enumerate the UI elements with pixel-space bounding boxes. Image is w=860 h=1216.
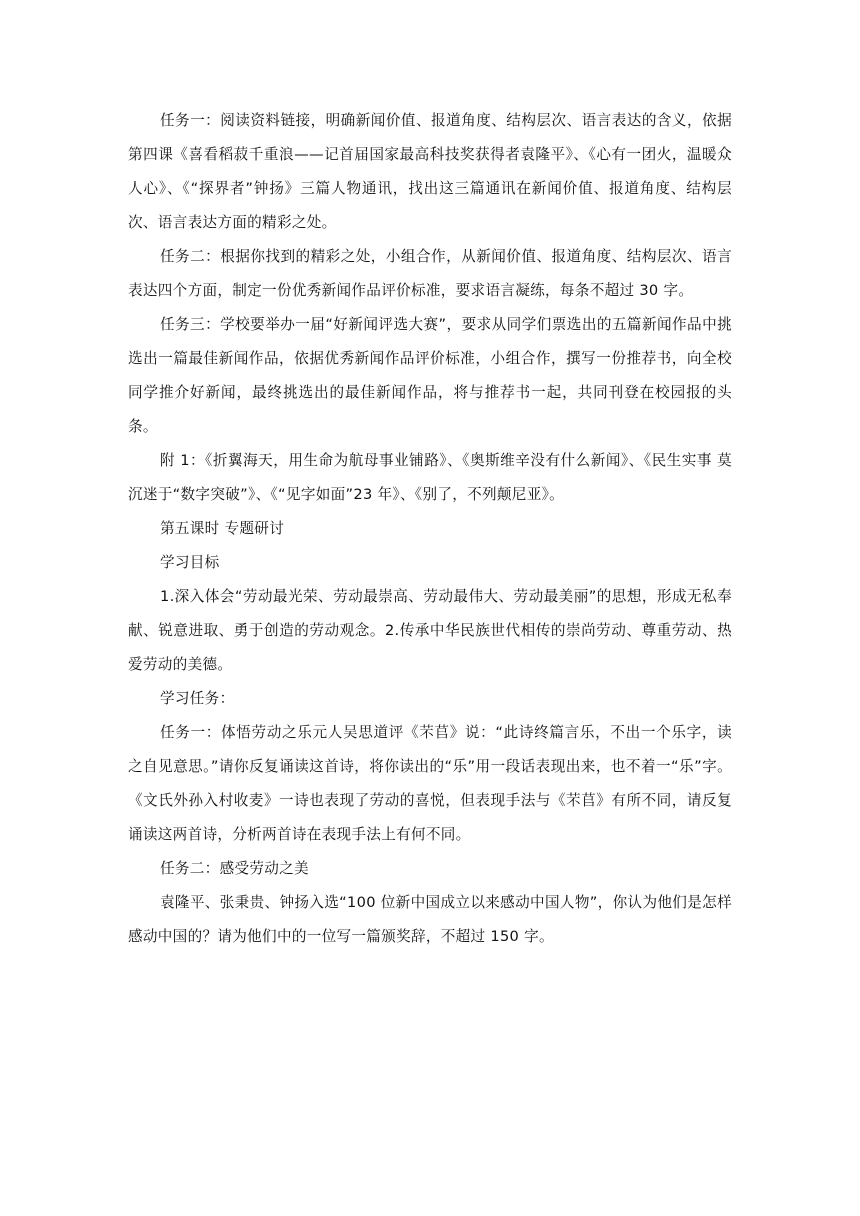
paragraph-appendix-1: 附 1：《折翼海天，用生命为航母事业铺路》、《奥斯维辛没有什么新闻》、《民生实事 莫沉迷于“数字突破”》、《“见字如面”23 年》、《别了，不列颠尼亚》。 <box>128 452 732 503</box>
paragraph-learning-goals: 1.深入体会“劳动最光荣、劳动最崇高、劳动最伟大、劳动最美丽”的思想，形成无私奉献、锐意进取、勇于创造的劳动观念。2.传承中华民族世代相传的崇尚劳动、尊重劳动、热爱劳动的美德。 <box>128 588 732 673</box>
heading-learning-goals: 学习目标 <box>160 554 220 571</box>
document-body <box>128 104 732 954</box>
heading-learning-tasks: 学习任务： <box>160 690 235 707</box>
paragraph-award-speech: 袁隆平、张秉贵、钟扬入选“100 位新中国成立以来感动中国人物”，你认为他们是怎样感动中国的？请为他们中的一位写一篇颁奖辞，不超过 150 字。 <box>128 894 732 945</box>
paragraph-task1-reading: 任务一：阅读资料链接，明确新闻价值、报道角度、结构层次、语言表达的含义，依据第四课《喜看稻菽千重浪——记首届国家最高科技奖获得者袁隆平》、《心有一团火，温暖众人心》、《“探界者”钟扬》三篇人物通讯，找出这三篇通讯在新闻价值、报道角度、结构层次、语言表达方面的精彩之处。 <box>128 112 732 231</box>
heading-task2-beauty-of-labor: 任务二：感受劳动之美 <box>160 860 309 877</box>
paragraph-task1-joy-of-labor: 任务一：体悟劳动之乐元人吴思道评《芣苢》说：“此诗终篇言乐，不出一个乐字，读之自见意思。”请你反复诵读这首诗，将你读出的“乐”用一段话表现出来，也不着一“乐”字。《文氏外孙入村收麦》一诗也表现了劳动的喜悦，但表现手法与《芣苢》有所不同，请反复诵读这两首诗，分析两首诗在表现手法上有何不同。 <box>128 724 732 843</box>
section-heading-lesson5: 第五课时 专题研讨 <box>160 520 285 537</box>
paragraph-task3-contest: 任务三：学校要举办一届“好新闻评选大赛”，要求从同学们票选出的五篇新闻作品中挑选出一篇最佳新闻作品，依据优秀新闻作品评价标准，小组合作，撰写一份推荐书，向全校同学推介好新闻，最终挑选出的最佳新闻作品，将与推荐书一起，共同刊登在校园报的头条。 <box>128 316 732 435</box>
paragraph-task2-standards: 任务二：根据你找到的精彩之处，小组合作，从新闻价值、报道角度、结构层次、语言表达四个方面，制定一份优秀新闻作品评价标准，要求语言凝练，每条不超过 30 字。 <box>128 248 732 299</box>
